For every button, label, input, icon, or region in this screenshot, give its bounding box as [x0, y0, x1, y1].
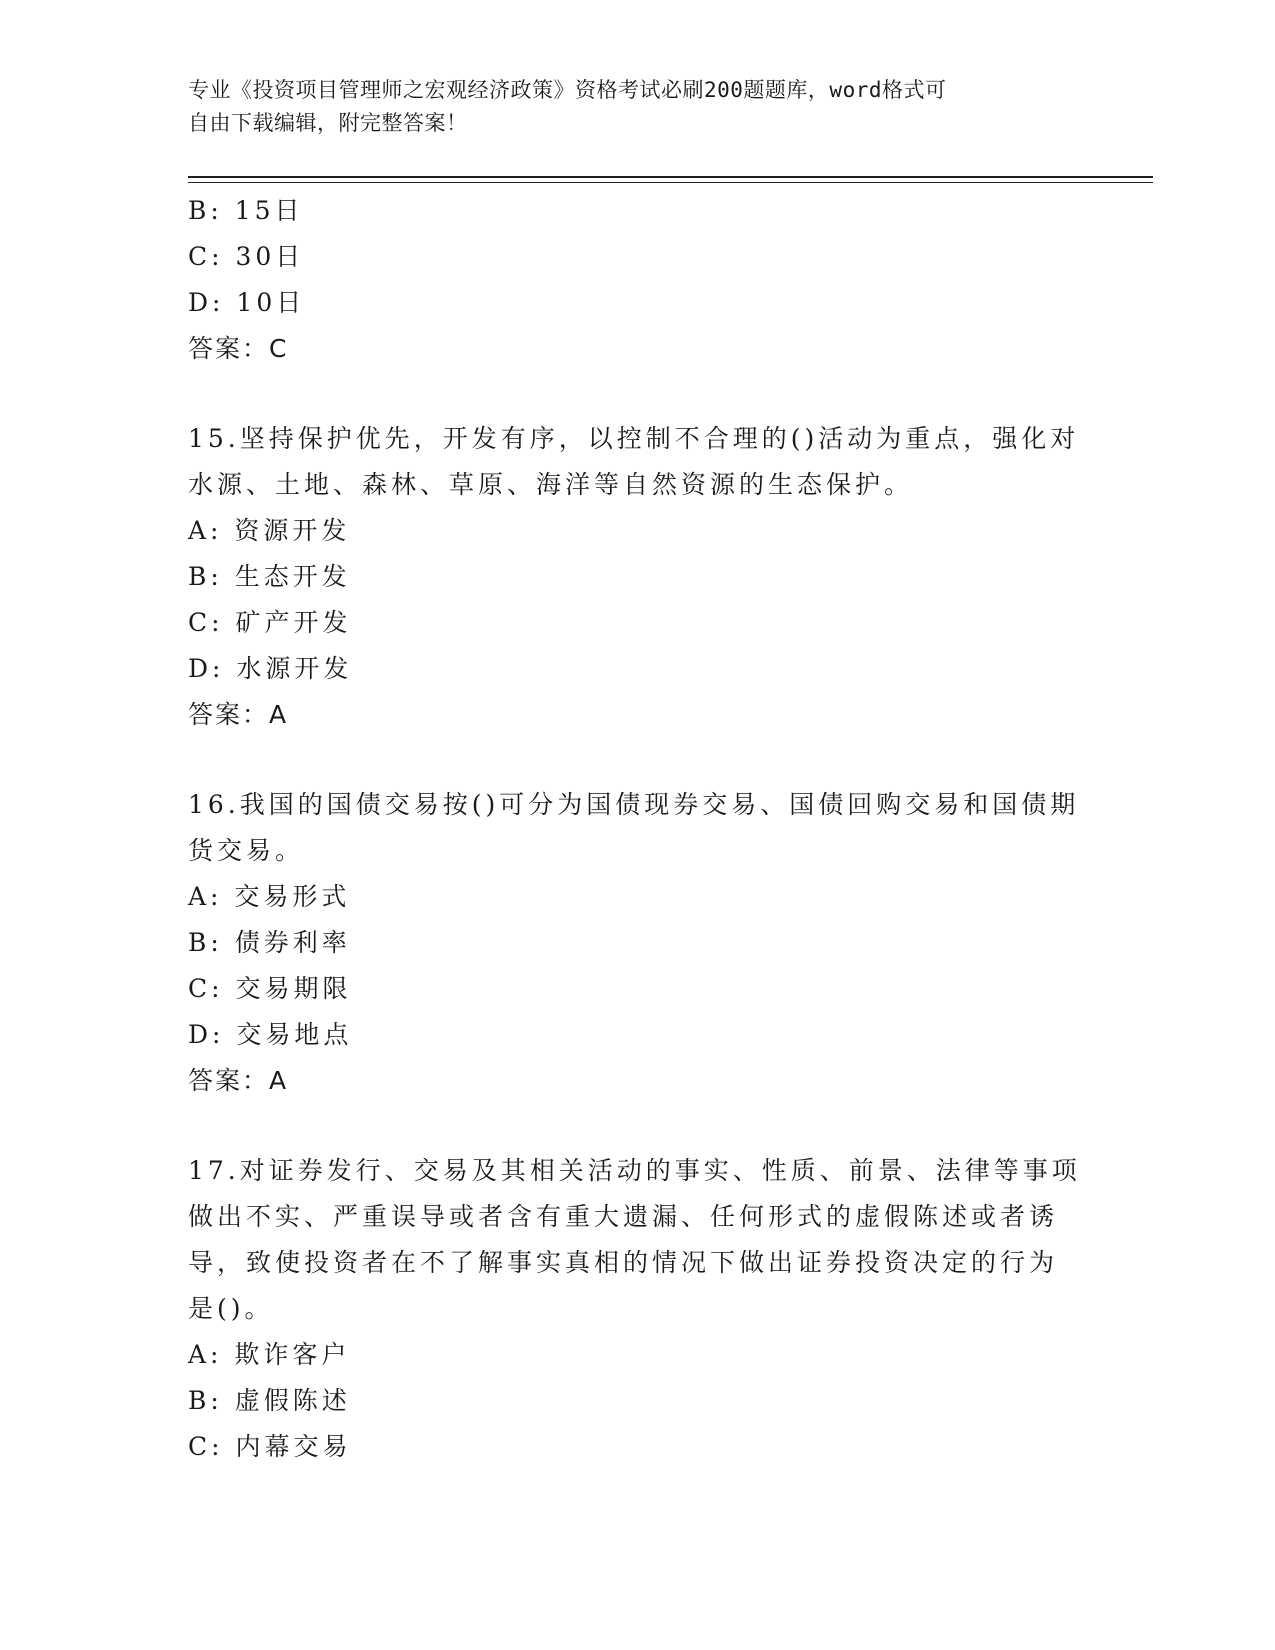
header-line-1: 专业《投资项目管理师之宏观经济政策》资格考试必刷200题题库，word格式可 [188, 78, 947, 102]
question-block-16 [188, 782, 1088, 1104]
option-c: C: 30日 [188, 242, 305, 271]
option-b: B: 虚假陈述 [188, 1386, 351, 1415]
option-b: B: 债券利率 [188, 928, 351, 957]
option-c: C: 内幕交易 [188, 1432, 352, 1461]
option-c: C: 矿产开发 [188, 608, 352, 637]
option-a: A: 资源开发 [188, 516, 351, 545]
question-text-line: 做出不实、严重误导或者含有重大遗漏、任何形式的虚假陈述或者诱 [188, 1202, 1059, 1231]
option-a: A: 欺诈客户 [188, 1340, 351, 1369]
option-d: D: 水源开发 [188, 654, 353, 683]
question-text-line: 16.我国的国债交易按()可分为国债现券交易、国债回购交易和国债期 [188, 790, 1080, 819]
option-b: B: 生态开发 [188, 562, 351, 591]
answer-text: 答案：A [188, 1066, 289, 1095]
header-line-2: 自由下载编辑，附完整答案！ [188, 111, 468, 135]
question-text-line: 水源、土地、森林、草原、海洋等自然资源的生态保护。 [188, 470, 914, 499]
question-block-14-tail [188, 188, 1088, 372]
header-divider-thick [188, 176, 1153, 178]
block-spacer [188, 1104, 1088, 1148]
option-d: D: 交易地点 [188, 1020, 353, 1049]
document-header [188, 74, 1068, 140]
option-c: C: 交易期限 [188, 974, 352, 1003]
question-text-line: 15.坚持保护优先，开发有序，以控制不合理的()活动为重点，强化对 [188, 424, 1080, 453]
question-text-line: 是()。 [188, 1294, 274, 1323]
option-d: D: 10日 [188, 288, 306, 317]
question-block-17 [188, 1148, 1088, 1470]
question-text-line: 导，致使投资者在不了解事实真相的情况下做出证券投资决定的行为 [188, 1248, 1059, 1277]
question-list [188, 188, 1088, 1470]
block-spacer [188, 738, 1088, 782]
question-text-line: 17.对证券发行、交易及其相关活动的事实、性质、前景、法律等事项 [188, 1156, 1081, 1185]
question-text-line: 货交易。 [188, 836, 305, 865]
question-block-15 [188, 416, 1088, 738]
block-spacer [188, 372, 1088, 416]
header-divider-thin [188, 182, 1153, 183]
option-b: B: 15日 [188, 196, 304, 225]
answer-text: 答案：A [188, 700, 289, 729]
option-a: A: 交易形式 [188, 882, 351, 911]
answer-text: 答案：C [188, 334, 289, 363]
